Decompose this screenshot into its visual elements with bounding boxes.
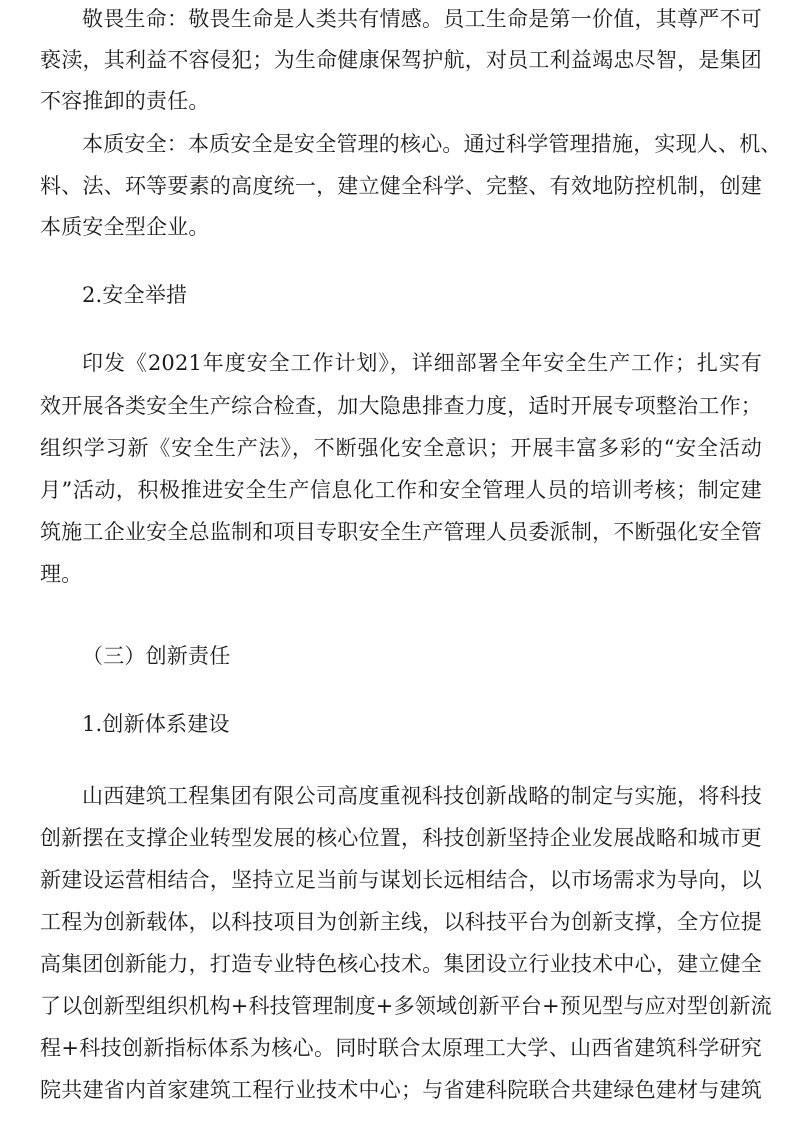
paragraph-innovation-system-line-1: 山西建筑工程集团有限公司高度重视科技创新战略的制定与实施，将科技 xyxy=(82,784,762,808)
paragraph-intrinsic-safety-line-2: 料、法、环等要素的高度统一，建立健全科学、完整、有效地防控机制，创建 xyxy=(40,174,762,198)
paragraph-safety-measures-line-6: 理。 xyxy=(40,562,83,586)
section-heading-safety-measures: 2.安全举措 xyxy=(82,283,188,307)
paragraph-innovation-system-line-8: 院共建省内首家建筑工程行业技术中心；与省建科院联合共建绿色建材与建筑 xyxy=(40,1078,762,1102)
paragraph-innovation-system-line-5: 高集团创新能力，打造专业特色核心技术。集团设立行业技术中心，建立健全 xyxy=(40,952,762,976)
paragraph-safety-measures-line-5: 筑施工企业安全总监制和项目专职安全生产管理人员委派制，不断强化安全管 xyxy=(40,520,762,544)
paragraph-innovation-system-line-2: 创新摆在支撑企业转型发展的核心位置，科技创新坚持企业发展战略和城市更 xyxy=(40,826,762,850)
paragraph-respect-life-line-2: 亵渎，其利益不容侵犯；为生命健康保驾护航，对员工利益竭忠尽智，是集团 xyxy=(40,48,762,72)
paragraph-innovation-system-line-7: 程+科技创新指标体系为核心。同时联合太原理工大学、山西省建筑科学研究 xyxy=(40,1036,762,1060)
paragraph-respect-life-line-1: 敬畏生命：敬畏生命是人类共有情感。员工生命是第一价值，其尊严不可 xyxy=(82,7,762,31)
section-heading-innovation-responsibility: （三）创新责任 xyxy=(82,644,231,668)
paragraph-safety-measures-line-2: 效开展各类安全生产综合检查，加大隐患排查力度，适时开展专项整治工作； xyxy=(40,394,762,418)
paragraph-innovation-system-line-6: 了以创新型组织机构+科技管理制度+多领域创新平台+预见型与应对型创新流 xyxy=(40,994,772,1018)
paragraph-innovation-system-line-3: 新建设运营相结合，坚持立足当前与谋划长远相结合，以市场需求为导向，以 xyxy=(40,868,762,892)
paragraph-respect-life-line-3: 不容推卸的责任。 xyxy=(40,89,210,113)
section-heading-innovation-system: 1.创新体系建设 xyxy=(82,712,230,736)
paragraph-safety-measures-line-3: 组织学习新《安全生产法》，不断强化安全意识；开展丰富多彩的“安全活动 xyxy=(40,436,762,460)
paragraph-safety-measures-line-4: 月”活动，积极推进安全生产信息化工作和安全管理人员的培训考核；制定建 xyxy=(40,478,762,502)
paragraph-intrinsic-safety-line-3: 本质安全型企业。 xyxy=(40,215,210,239)
paragraph-safety-measures-line-1: 印发《2021年度安全工作计划》，详细部署全年安全生产工作；扎实有 xyxy=(82,351,762,375)
paragraph-intrinsic-safety-line-1: 本质安全：本质安全是安全管理的核心。通过科学管理措施，实现人、机、 xyxy=(82,132,782,156)
paragraph-innovation-system-line-4: 工程为创新载体，以科技项目为创新主线，以科技平台为创新支撑，全方位提 xyxy=(40,910,762,934)
